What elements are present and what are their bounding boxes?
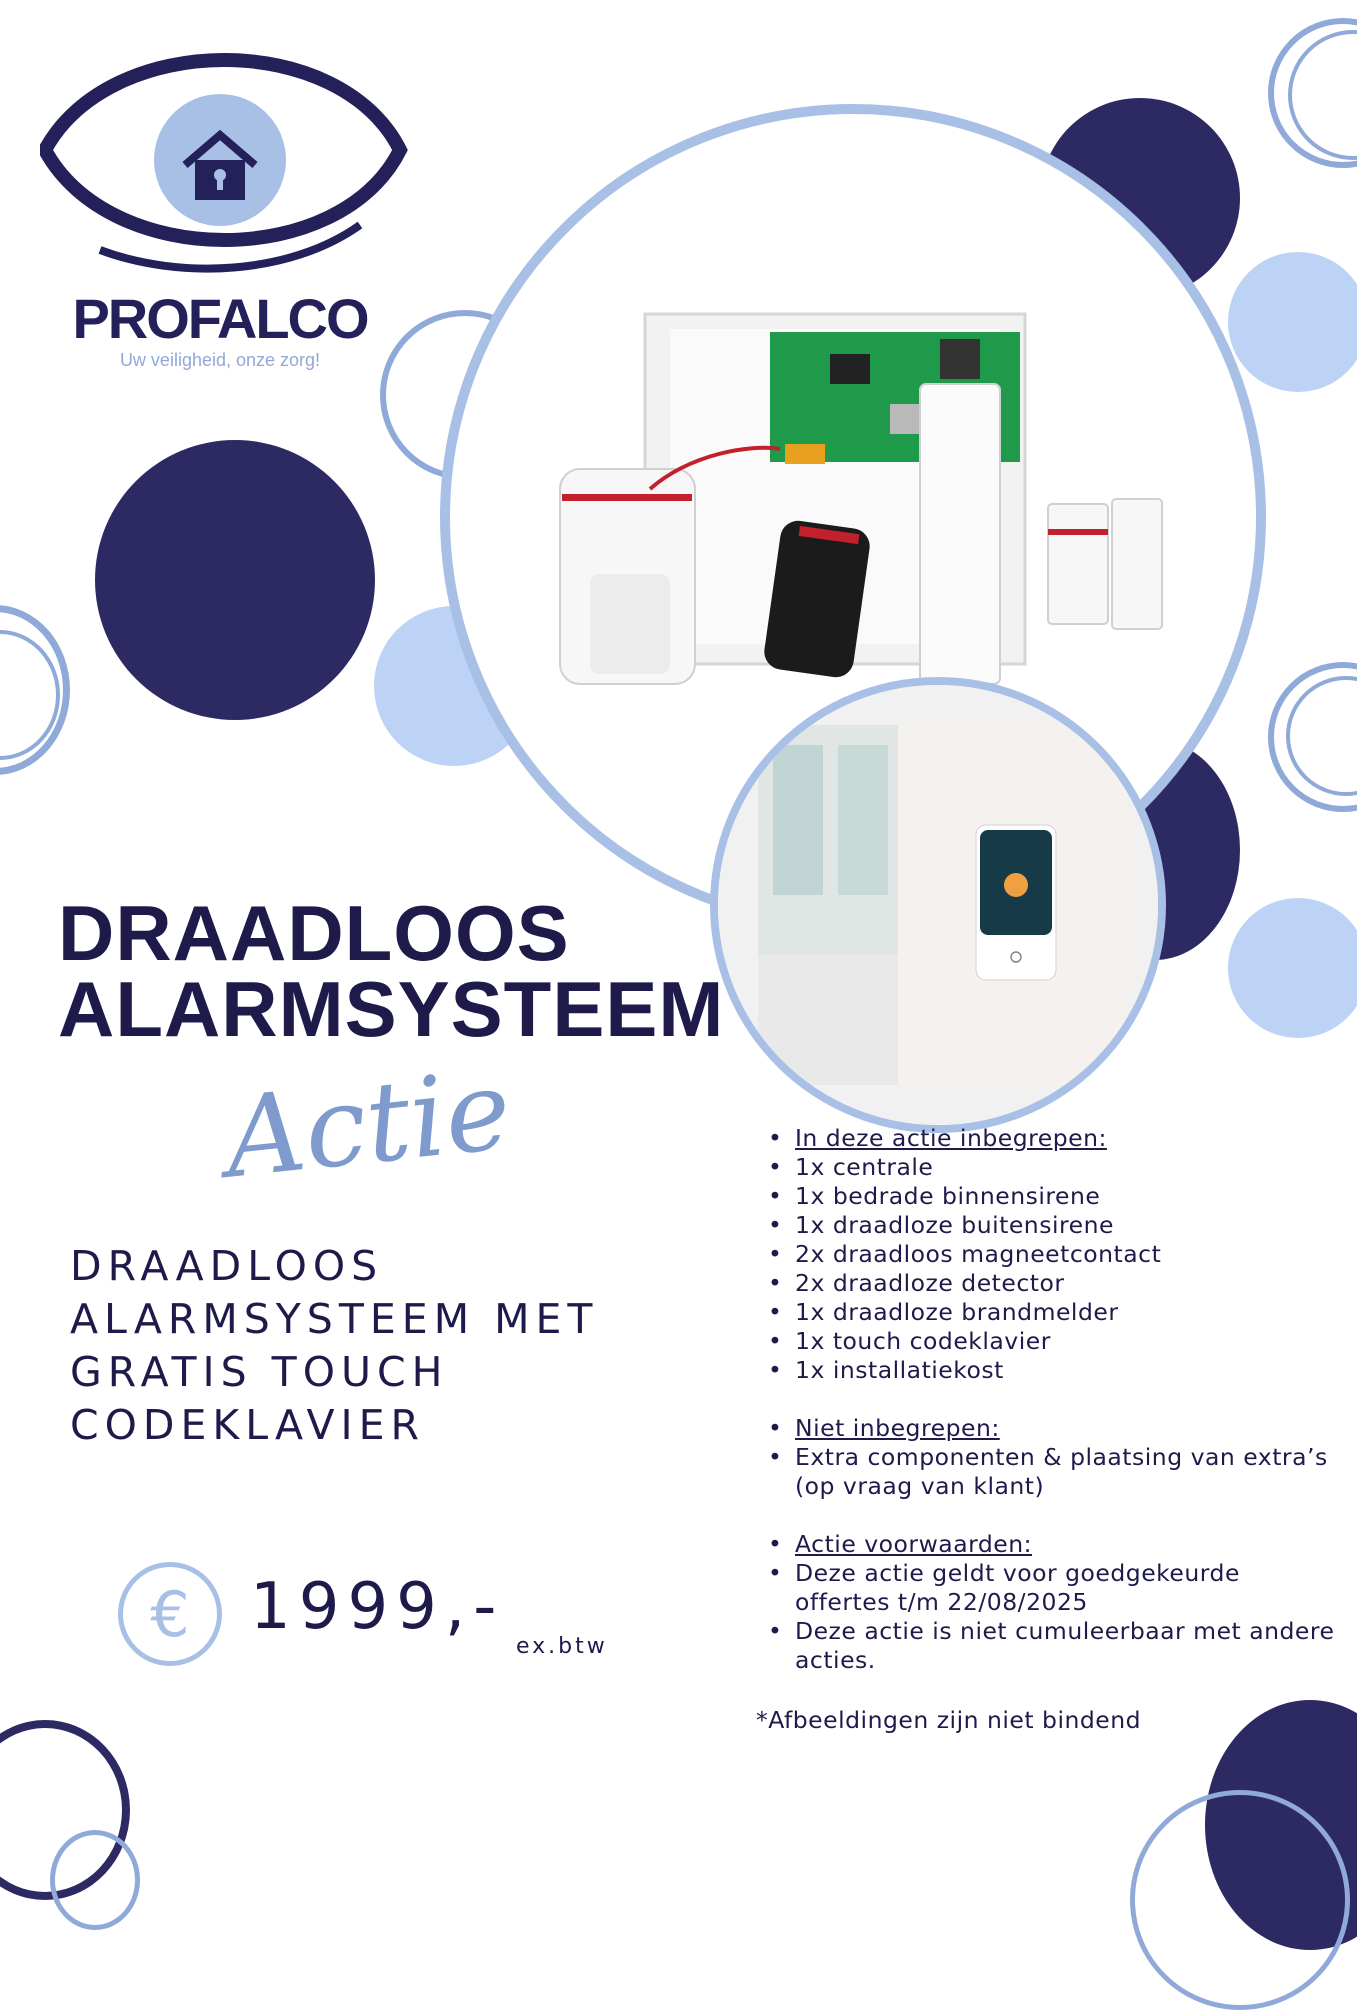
details-list (752, 1124, 1342, 1675)
included-list (752, 1124, 1342, 1385)
list-item: • 2x draadloos magneetcontact (795, 1240, 1342, 1269)
euro-icon: € (118, 1562, 222, 1666)
brand-name: PROFALCO (72, 287, 368, 350)
list-item: • 1x bedrade binnensirene (795, 1182, 1342, 1211)
not-included-list (752, 1414, 1342, 1501)
subtitle-line-4: CODEKLAVIER (70, 1401, 426, 1449)
brand-tagline: Uw veiligheid, onze zorg! (119, 350, 321, 370)
list-item: • Deze actie is niet cumuleerbaar met andere acties. (795, 1617, 1342, 1675)
price-amount: 1999,- (250, 1570, 505, 1644)
keypad-image-circle (710, 677, 1166, 1133)
decor-ring-bottom-right (1130, 1790, 1350, 2010)
decor-circle-dark-left (95, 440, 375, 720)
actie-script-label: Actie (219, 1045, 517, 1203)
decor-ring-bottom-left-2 (50, 1830, 140, 1930)
page-title (58, 889, 725, 1053)
not-included-heading: • Niet inbegrepen: (795, 1414, 1342, 1443)
touch-keypad-image (718, 685, 1158, 1125)
list-item: • 1x draadloze brandmelder (795, 1298, 1342, 1327)
list-item: • 1x centrale (795, 1153, 1342, 1182)
list-item: • 1x draadloze buitensirene (795, 1211, 1342, 1240)
eye-logo-icon (40, 30, 420, 290)
subtitle-line-2: ALARMSYSTEEM MET (70, 1295, 599, 1343)
list-item: • Extra componenten & plaatsing van extra’s (op vraag van klant) (795, 1443, 1342, 1501)
list-item: • 1x installatiekost (795, 1356, 1342, 1385)
footnote: *Afbeeldingen zijn niet bindend (756, 1706, 1142, 1734)
list-item: • 2x draadloze detector (795, 1269, 1342, 1298)
list-item: • Deze actie geldt voor goedgekeurde offertes t/m 22/08/2025 (795, 1559, 1342, 1617)
conditions-heading: • Actie voorwaarden: (795, 1530, 1342, 1559)
subtitle (70, 1240, 598, 1452)
title-line-2: ALARMSYSTEEM (58, 965, 725, 1053)
included-heading: • In deze actie inbegrepen: (795, 1124, 1342, 1153)
subtitle-line-1: DRAADLOOS (70, 1242, 384, 1290)
title-line-1: DRAADLOOS (58, 889, 570, 977)
conditions-list (752, 1530, 1342, 1675)
price-suffix: ex.btw (516, 1634, 608, 1659)
list-item: • 1x touch codeklavier (795, 1327, 1342, 1356)
subtitle-line-3: GRATIS TOUCH (70, 1348, 449, 1396)
